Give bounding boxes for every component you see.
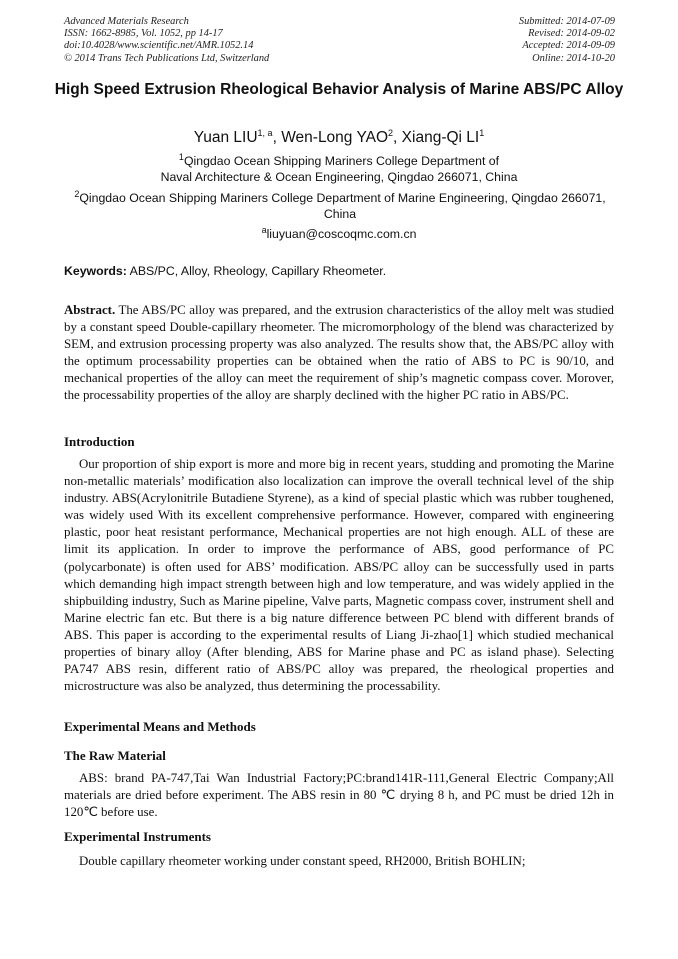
introduction-paragraph: Our proportion of ship export is more and more big in recent years, studding and promoting the Marine non-metallic materials’ modification also localization can improve the overall technical level of the ship industry. ABS(Acrylonitrile Butadiene Styrene), as a kind of special plastic which was rubber toughened, was widely used With its excellent comprehensive performance. However, compared with engineering plastic, poor heat resistant performance, Mechanical properties are not high enough. ALL of these are limit its application. In order to improve the performance of ABS, good performance of PC (polycarbonate) is often used for ABS’ modification. ABS/PC alloy can be successfully used in parts which demanding high impact strength between high and low temperature, and was widely applied in the shipbuilding industry, Such as Marine pipeline, Valve parts, Magnetic compass cover, instrument shell and Marine electric fan etc. But there is a big nature difference between PC blend with different brands of ABS. This paper is according to the experimental results of Liang Ji-zhao[1] which studied mechanical properties of binary alloy (After blending, ABS for Marine phase and PC as island phase). Selecting PA747 ABS resin, different ratio of ABS/PC alloy was prepared, the rheological properties and microstructure was also be analyzed, thus determining the processability. [64, 457, 614, 694]
date-submitted: Submitted: 2014-07-09 [518, 16, 615, 27]
author-affiliation-mark: 2 [388, 128, 394, 138]
affiliation-2 [62, 186, 618, 222]
affiliation-2-text: Qingdao Ocean Shipping Mariners College Department of Marine Engineering, Qingdao 266071, China [79, 191, 606, 222]
author-name: Yuan LIU [193, 129, 258, 147]
affiliation-1 [60, 149, 618, 185]
instruments-heading: Experimental Instruments [64, 829, 211, 844]
raw-material-heading: The Raw Material [64, 748, 166, 763]
paper-title: High Speed Extrusion Rheological Behavior Analysis of Marine ABS/PC Alloy [54, 81, 624, 98]
journal-name: Advanced Materials Research [64, 16, 189, 27]
journal-issn: ISSN: 1662-8985, Vol. 1052, pp 14-17 [64, 28, 223, 40]
introduction-heading: Introduction [64, 434, 135, 449]
author-list: Yuan LIU$^{1, a}$, Wen-Long YAO$^2$, Xiang-Qi $LI^1$ [193, 128, 485, 147]
author-affiliation-mark: 1 [479, 128, 485, 138]
email-mark: a [261, 225, 267, 235]
publication-dates [519, 16, 615, 65]
keywords-label: Keywords: [64, 264, 127, 278]
journal-copyright: © 2014 Trans Tech Publications Ltd, Switzerland [64, 52, 270, 64]
affiliation-1-line-2: Naval Architecture & Ocean Engineering, Qingdao 266071, China [160, 170, 518, 185]
raw-material-paragraph: ABS: brand PA-747,Tai Wan Industrial Factory;PC:brand141R-111,General Electric Company;All materials are dried before experiment. The ABS resin in 80 ℃ drying 8 h, and PC must be dried 12h in 120℃ before use. [64, 771, 614, 820]
author-name: Xiang-Qi LI [401, 129, 480, 147]
email-address: liuyuan@coscoqmc.com.cn [266, 227, 417, 242]
abstract-label: Abstract. [64, 303, 116, 317]
keywords-text: ABS/PC, Alloy, Rheology, Capillary Rheometer. [126, 264, 387, 278]
affiliation-1-line-1: Qingdao Ocean Shipping Mariners College Department of [183, 154, 500, 169]
keywords [64, 263, 616, 279]
author-affiliation-mark: 1, a [257, 128, 273, 138]
author-name: Wen-Long YAO [281, 129, 389, 147]
date-online: Online: 2014-10-20 [532, 52, 615, 64]
journal-info [64, 16, 269, 65]
date-revised: Revised: 2014-09-02 [528, 28, 615, 40]
instruments-paragraph: Double capillary rheometer working under constant speed, RH2000, British BOHLIN; [79, 854, 526, 868]
abstract-text: The ABS/PC alloy was prepared, and the extrusion characteristics of the alloy melt was studied by a constant speed Double-capillary rheometer. The micromorphology of the blend was characterized by SEM, and extrusion processing property was also analyzed. The results show that, the ABS/PC alloy with the optimum processability properties can be obtained when the ratio of ABS to PC is 90/10, and mechanical properties of the alloy can meet the requirement of ship’s magnetic compass cover. Morover, the processability properties of the alloy are sharply declined with the higher PC ratio in ABS/PC. [64, 303, 614, 403]
journal-doi: doi:10.4028/www.scientific.net/AMR.1052.14 [64, 40, 254, 52]
affiliation-mark: 1 [178, 152, 184, 162]
abstract [64, 302, 614, 405]
experimental-heading: Experimental Means and Methods [64, 719, 256, 734]
corresponding-email [60, 222, 618, 242]
affiliation-mark: 2 [74, 189, 80, 199]
date-accepted: Accepted: 2014-09-09 [522, 40, 615, 52]
